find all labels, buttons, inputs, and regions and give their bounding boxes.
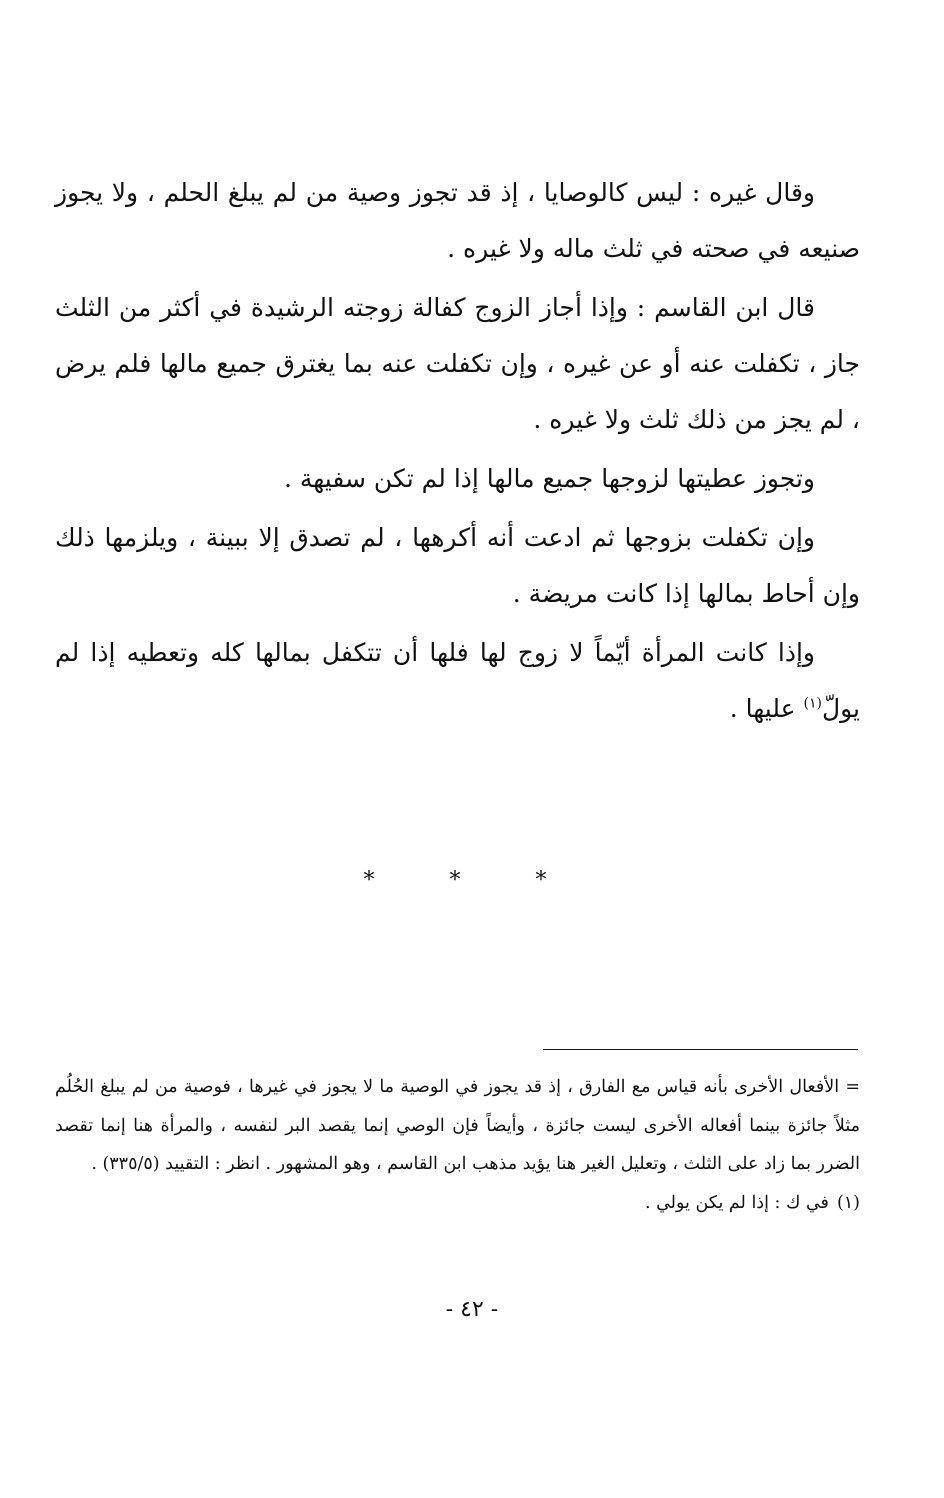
paragraph-3: وتجوز عطيتها لزوجها جميع مالها إذا لم تكن سفيهة . (283, 464, 815, 493)
main-text (55, 165, 860, 740)
footnote-reference: (١) (803, 695, 822, 712)
paragraph-5 (55, 625, 860, 737)
section-ornament: * * * (363, 868, 581, 893)
paragraph-4: وإن تكفلت بزوجها ثم ادعت أنه أكرهها ، لم تصدق إلا ببينة ، ويلزمها ذلك وإن أحاط بمالها إذا كانت مريضة . (55, 523, 860, 608)
paragraph-5-text: وإذا كانت المرأة أيّماً لا زوج لها فلها أن تتكفل بمالها كله وتعطيه إذا لم يولّ (55, 638, 860, 723)
footnote-1-number: (١) (836, 1192, 860, 1213)
paragraph-5-end: عليها . (729, 694, 804, 723)
footnotes (55, 1068, 860, 1222)
footnote-1-text: في ك : إذا لم يكن يولي . (644, 1192, 829, 1213)
paragraph-1: وقال غيره : ليس كالوصايا ، إذ قد تجوز وصية من لم يبلغ الحلم ، ولا يجوز صنيعه في صحته في ثلث ماله ولا غيره . (55, 178, 860, 263)
paragraph-2: قال ابن القاسم : وإذا أجاز الزوج كفالة زوجته الرشيدة في أكثر من الثلث جاز ، تكفلت عنه أو عن غيره ، وإن تكفلت عنه بما يغترق جميع مالها فلم يرض ، لم يجز من ذلك ثلث ولا غيره . (55, 293, 860, 434)
footnote-1 (55, 1184, 860, 1223)
page-number: - ٤٢ - (445, 1297, 499, 1322)
footnote-separator (543, 1049, 858, 1050)
footnote-continuation: = الأفعال الأخرى بأنه قياس مع الفارق ، إذ قد يجوز في الوصية ما لا يجوز في غيرها ، فوصية من لم يبلغ الحُلُم مثلاً جائزة بينما أفعاله الأخرى ليست جائزة ، وأيضاً فإن الوصي إنما يقصد البر لنفسه ، والمرأة هنا إنما تقصد الضرر بما زاد على الثلث ، وتعليل الغير هنا يؤيد مذهب ابن القاسم ، وهو المشهور . انظر : التقييد (٣٣٥/٥) . (55, 1077, 860, 1174)
